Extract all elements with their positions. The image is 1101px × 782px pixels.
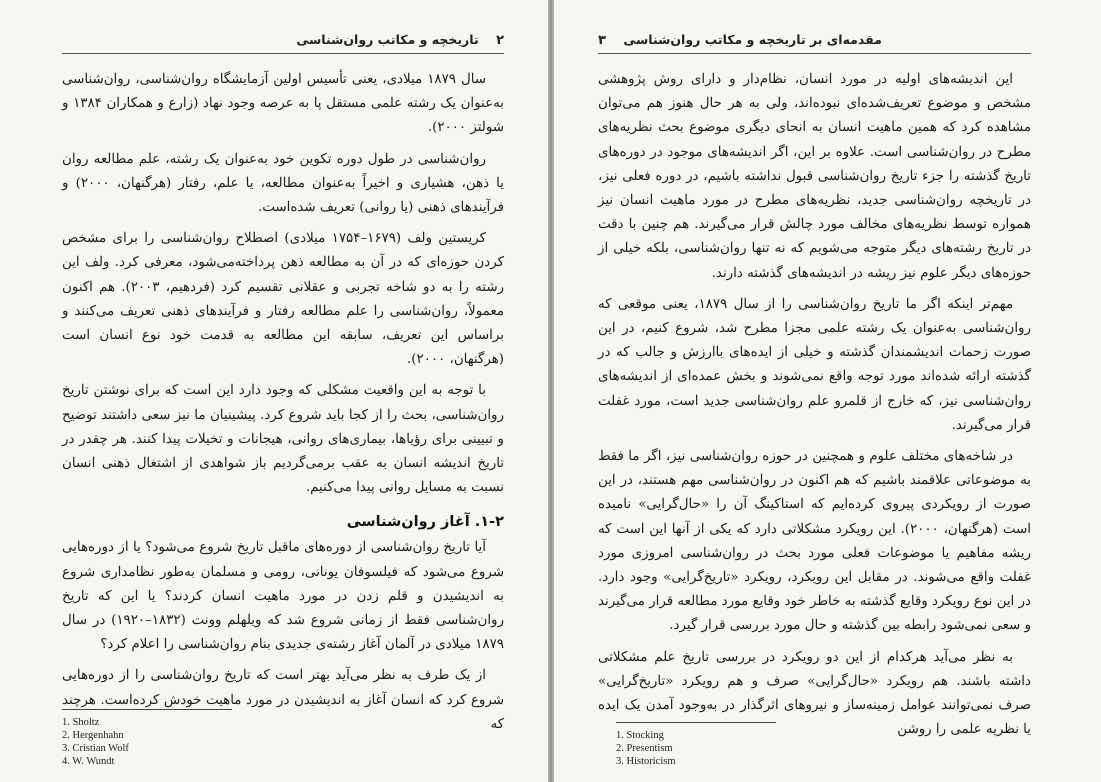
- footnote: 2. Hergenhahn: [62, 730, 124, 741]
- right-paragraph: مهم‌تر اینکه اگر ما تاریخ روان‌شناسی را از سال ۱۸۷۹، یعنی موقعی که روان‌شناسی به‌عنوان یک رشته علمی مجزا مطرح شد، شروع کنیم، در این صورت زحمات اندیشمندان گذشته و خیلی از ایده‌های باارزش و جالب که در گذشته ارائه شده‌اند مورد توجه واقع نمی‌شوند و بخش عمده‌ای از اندیشه‌های روان‌شناسی نیز، که خارج از قلمرو علم روان‌شناسی جدید است، مورد غفلت قرار می‌گیرند.: [598, 296, 1031, 433]
- left-footnotes: [62, 709, 232, 768]
- left-paragraph: روان‌شناسی در طول دوره تکوین خود به‌عنوان یک رشته، علم مطالعه روان یا ذهن، هشیاری و اخیراً به‌عنوان مطالعه، یا علم، رفتار (هرگنهان، ۲۰۰۰) و فرآیندهای ذهنی (یا روانی) تعریف شده‌است.: [62, 151, 504, 216]
- footnote: 3. Cristian Wolf: [62, 743, 129, 754]
- section-heading: ۱-۲. آغاز روان‌شناسی: [346, 514, 504, 531]
- section-paragraph: از یک طرف به نظر می‌آید بهتر است که تاریخ روان‌شناسی را از دوره‌هایی شروع کرد که انسان آغاز به اندیشیدن در مورد ماهیت خودش کرده‌است. هرچند که: [62, 668, 504, 732]
- right-page-number: ۳: [598, 33, 606, 48]
- footnote: 2. Presentism: [616, 743, 673, 754]
- right-running-head: [598, 26, 1031, 54]
- right-header-title: [598, 32, 882, 48]
- right-page: [554, 0, 1101, 782]
- left-page: [0, 0, 548, 782]
- right-paragraph: در شاخه‌های مختلف علوم و همچنین در حوزه روان‌شناسی نیز، اگر ما فقط به موضوعاتی علاقمند باشیم که هم اکنون در روان‌شناسی مهم هستند، در این صورت از رویکردی پیروی کرده‌ایم که استاکینگ آن را «حال‌گرایی» نامیده است (هرگنهان، ۲۰۰۰). این رویکرد مشکلاتی دارد که یکی از آنها این است که ریشه مفاهیم یا موضوعات فعلی مورد بحث در روان‌شناسی امروزی مورد غفلت واقع می‌شوند. در مقابل این رویکرد، رویکرد «تاریخ‌گرایی» وجود دارد. در این نوع رویکرد وقایع گذشته به خاطر خود وقایع مورد مطالعه قرار می‌گیرند و سعی نمی‌شود رابطه بین گذشته و حال مورد بررسی قرار گیرد.: [598, 449, 1031, 634]
- footnote: 4. W. Wundt: [62, 756, 115, 767]
- right-header-title-text: مقدمه‌ای بر تاریخچه و مکاتب روان‌شناسی: [623, 32, 882, 47]
- left-running-head: [62, 26, 504, 54]
- footnote: 1. Sholtz: [62, 717, 100, 728]
- left-page-number: ۲: [496, 33, 504, 48]
- left-header-title-text: تاریخچه و مکاتب روان‌شناسی: [296, 32, 479, 47]
- left-paragraph: کریستین ولف (۱۶۷۹–۱۷۵۴ میلادی) اصطلاح روان‌شناسی را برای مشخص کردن حوزه‌ای که در آن به مطالعه ذهن پرداخته‌می‌شود، معرفی کرد. ولف این رشته را به دو شاخه تجربی و عقلانی تقسیم کرد (فردهیم، ۲۰۰۳). هم اکنون معمولاً، روان‌شناسی را علم مطالعه رفتار و فرآیندهای ذهنی تعریف می‌کنند و براساس این تعریف، سابقه این مطالعه به قدمت خود نوع انسان است (هرگنهان، ۲۰۰۰).: [62, 231, 505, 368]
- footnote: 3. Historicism: [616, 756, 676, 767]
- right-footnotes: [616, 722, 776, 768]
- right-paragraph: به نظر می‌آید هرکدام از این دو رویکرد در بررسی تاریخ علم مشکلاتی داشته باشند. هم رویکرد «حال‌گرایی» صرف و هم رویکرد «تاریخ‌گرایی» صرف نمی‌توانند عوامل زمینه‌ساز و نیروهای اثرگذار در به‌وجود آمدن یک ایده یا نظریه علمی را روشن: [598, 649, 1031, 738]
- footnote: 1. Stocking: [616, 730, 664, 741]
- left-paragraph: با توجه به این واقعیت مشکلی که وجود دارد این است که برای نوشتن تاریخ روان‌شناسی، بحث را از کجا باید شروع کرد. پیشینیان ما نیز سعی داشتند توضیح و تبیینی برای رؤیاها، بیماری‌های روانی، هیجانات و تخیلات پیدا کنند. هر چقدر در تاریخ اندیشه انسان به عقب برمی‌گردیم باز شواهدی از اشتغال ذهنی انسان نسبت به مسایل روانی پیدا می‌کنیم.: [62, 383, 504, 496]
- left-header-title: [296, 32, 504, 48]
- left-paragraph: سال ۱۸۷۹ میلادی، یعنی تأسیس اولین آزمایشگاه روان‌شناسی، روان‌شناسی به‌عنوان یک رشته علمی مستقل پا به عرصه وجود نهاد (زارع و همکاران ۱۳۸۴ و شولتز ۲۰۰۰).: [62, 72, 504, 136]
- right-paragraph: این اندیشه‌های اولیه در مورد انسان، نظام‌دار و دارای روش پژوهشی مشخص و موضوع تعریف‌شده‌ای نبوده‌اند، ولی به هر حال هنوز هم می‌توان مشاهده کرد که همین ماهیت انسان به انحای دیگری موضوع بحث نظریه‌های مطرح در روان‌شناسی است. علاوه بر این، اگر اندیشه‌های موجود در دوره‌های تاریخ گذشته را جزء تاریخ روان‌شناسی قبول نداشته باشیم، در دوره فعلی نیز، در تاریخچه روان‌شناسی جدید، نظریه‌های مطرح در مورد ماهیت انسان نیز همواره توسط نظریه‌های مخالف مورد چالش قرار می‌گیرند. هم چنین با دقت در تاریخ رشته‌های دیگر متوجه می‌شویم که نه تنها روان‌شناسی، بلکه خیلی از حوزه‌های دیگر علوم نیز ریشه در اندیشه‌های گذشته دارند.: [598, 72, 1031, 281]
- section-paragraph: آیا تاریخ روان‌شناسی از دوره‌های ماقبل تاریخ شروع می‌شود؟ یا از دوره‌هایی شروع می‌شود که فیلسوفان یونانی، رومی و مسلمان به‌طور نظامداری شروع به اندیشیدن و قلم زدن در مورد ماهیت انسان کردند؟ یا این که تاریخ روان‌شناسی فقط از زمانی شروع شد که ویلهلم وونت (۱۸۳۲–۱۹۲۰) در سال ۱۸۷۹ میلادی در آلمان آغاز رشته‌ی جدیدی بنام روان‌شناسی را اعلام کرد؟: [62, 540, 504, 653]
